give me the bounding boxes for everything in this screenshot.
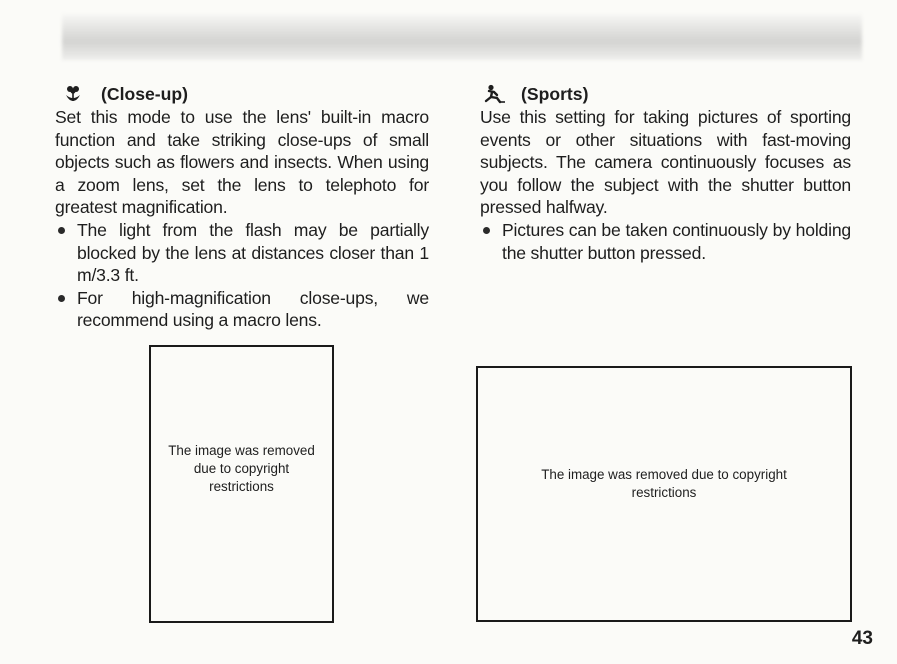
- close-up-title: (Close-up): [101, 83, 188, 104]
- close-up-section: [55, 82, 429, 332]
- list-item: Pictures can be taken continuously by holding the shutter button pressed.: [480, 219, 851, 264]
- header-band: [62, 14, 862, 60]
- close-up-image-placeholder: [149, 345, 334, 623]
- sports-section: [480, 82, 851, 264]
- sports-heading: [480, 82, 851, 106]
- list-item: For high-magnification close-ups, we recommend using a macro lens.: [55, 287, 429, 332]
- image-removed-notice: The image was removed due to copyright restrictions: [541, 467, 787, 500]
- sports-title: (Sports): [521, 83, 589, 104]
- sports-image-placeholder: [476, 366, 852, 622]
- sports-notes: [480, 219, 851, 264]
- close-up-notes: [55, 219, 429, 332]
- close-up-paragraph: Set this mode to use the lens' built-in macro function and take striking close-ups of small objects such as flowers and insects. When using a zoom lens, set the lens to telephoto for greatest magnification.: [55, 107, 429, 218]
- sports-paragraph: Use this setting for taking pictures of sporting events or other situations with fast-moving subjects. The camera continuously focuses as you follow the subject with the shutter button pressed halfway.: [480, 107, 851, 218]
- image-removed-notice: The image was removed due to copyright restrictions: [168, 443, 315, 494]
- close-up-heading: [55, 82, 429, 106]
- running-person-icon: [483, 84, 507, 104]
- page-number: 43: [851, 628, 873, 649]
- flower-icon: [63, 84, 83, 104]
- list-item: The light from the flash may be partially blocked by the lens at distances closer than 1 m/3.3 ft.: [55, 219, 429, 287]
